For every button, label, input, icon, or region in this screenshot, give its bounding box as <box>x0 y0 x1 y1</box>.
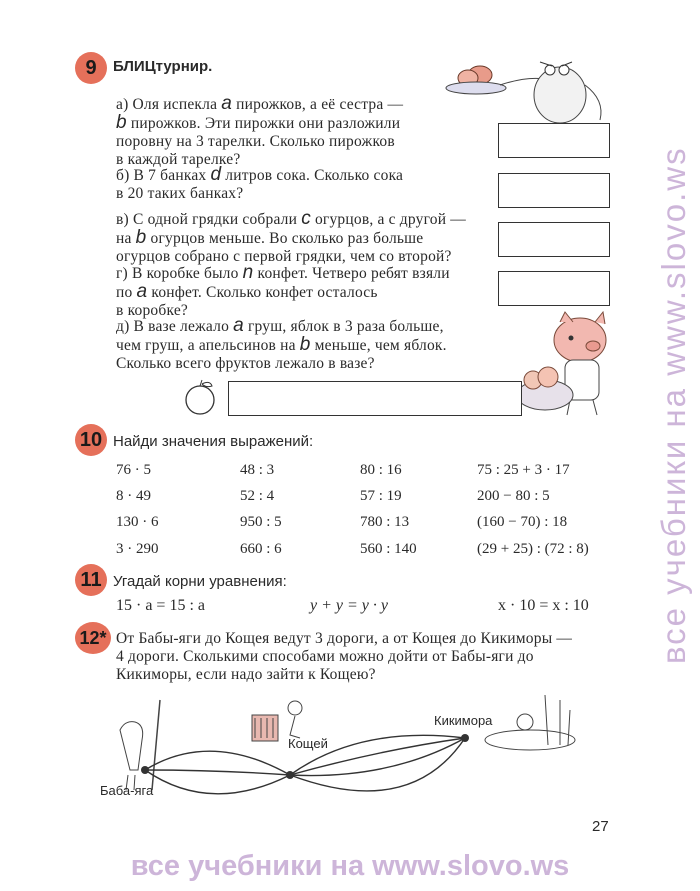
equation-2: y + y = y · y <box>310 597 388 614</box>
answer-box-9d[interactable] <box>498 271 610 306</box>
expression: 48 : 3 <box>240 462 275 478</box>
answer-box-9e[interactable] <box>228 381 522 416</box>
side-watermark: все учебники на www.slovo.ws <box>655 146 692 664</box>
label-koshey: Кощей <box>288 736 328 751</box>
bottom-watermark: все учебники на www.slovo.ws <box>130 850 570 882</box>
task-9d-text: г) В коробке было n конфет. Четверо ребят взяли по a конфет. Сколько конфет осталось в коробке? <box>116 262 450 319</box>
expression: 660 : 6 <box>240 541 282 557</box>
task-9a-text: а) Оля испекла a пирожков, а её сестра — b пирожков. Эти пирожки они разложили поровну на 3 тарелки. Сколько пирожков в каждой тарелке? <box>116 93 404 168</box>
expression: 8 · 49 <box>116 488 151 504</box>
pig-illustration <box>515 310 625 420</box>
task-9-title: БЛИЦтурнир. <box>113 58 213 75</box>
label-baba-yaga: Баба-яга <box>100 783 154 798</box>
task-9-number: 9 <box>75 52 107 84</box>
task-11-title: Угадай корни уравнения: <box>113 573 287 590</box>
expression: (29 + 25) : (72 : 8) <box>477 541 589 557</box>
task-10-number: 10 <box>75 424 107 456</box>
expression: 560 : 140 <box>360 541 417 557</box>
answer-box-9c[interactable] <box>498 222 610 257</box>
task-9e-text: д) В вазе лежало a груш, яблок в 3 раза больше, чем груш, а апельсинов на b меньше, чем яблок. Сколько всего фруктов лежало в вазе? <box>116 315 447 372</box>
equation-3: x · 10 = x : 10 <box>498 597 589 614</box>
roads-diagram <box>90 690 630 825</box>
owl-illustration <box>440 40 610 125</box>
page-number: 27 <box>592 818 609 835</box>
task-9b-text: б) В 7 банках d литров сока. Сколько сока в 20 таких банках? <box>116 164 404 202</box>
expression: 52 : 4 <box>240 488 275 504</box>
answer-box-9a[interactable] <box>498 123 610 158</box>
task-12-number: 12* <box>75 622 111 654</box>
expression: 200 − 80 : 5 <box>477 488 550 504</box>
expression: 130 · 6 <box>116 514 159 530</box>
expression: 780 : 13 <box>360 514 410 530</box>
expression: (160 − 70) : 18 <box>477 514 568 530</box>
expression: 57 : 19 <box>360 488 402 504</box>
expression: 950 : 5 <box>240 514 282 530</box>
expression: 80 : 16 <box>360 462 402 478</box>
expression: 3 · 290 <box>116 541 159 557</box>
expression: 75 : 25 + 3 · 17 <box>477 462 570 478</box>
apple-icon <box>180 378 220 416</box>
label-kikimora: Кикимора <box>434 713 493 728</box>
expression: 76 · 5 <box>116 462 151 478</box>
equation-1: 15 · a = 15 : a <box>116 597 205 614</box>
task-11-number: 11 <box>75 564 107 596</box>
task-9c-text: в) С одной грядки собрали c огурцов, а с другой — на b огурцов меньше. Во сколько раз больше огурцов собрано с первой грядки, чем со второй? <box>116 208 466 265</box>
task-10-title: Найди значения выражений: <box>113 433 314 450</box>
task-12-text: От Бабы-яги до Кощея ведут 3 дороги, а от Кощея до Кикиморы — 4 дороги. Сколькими способами можно дойти от Бабы-яги до Кикиморы, если надо зайти к Кощею? <box>116 630 573 683</box>
answer-box-9b[interactable] <box>498 173 610 208</box>
